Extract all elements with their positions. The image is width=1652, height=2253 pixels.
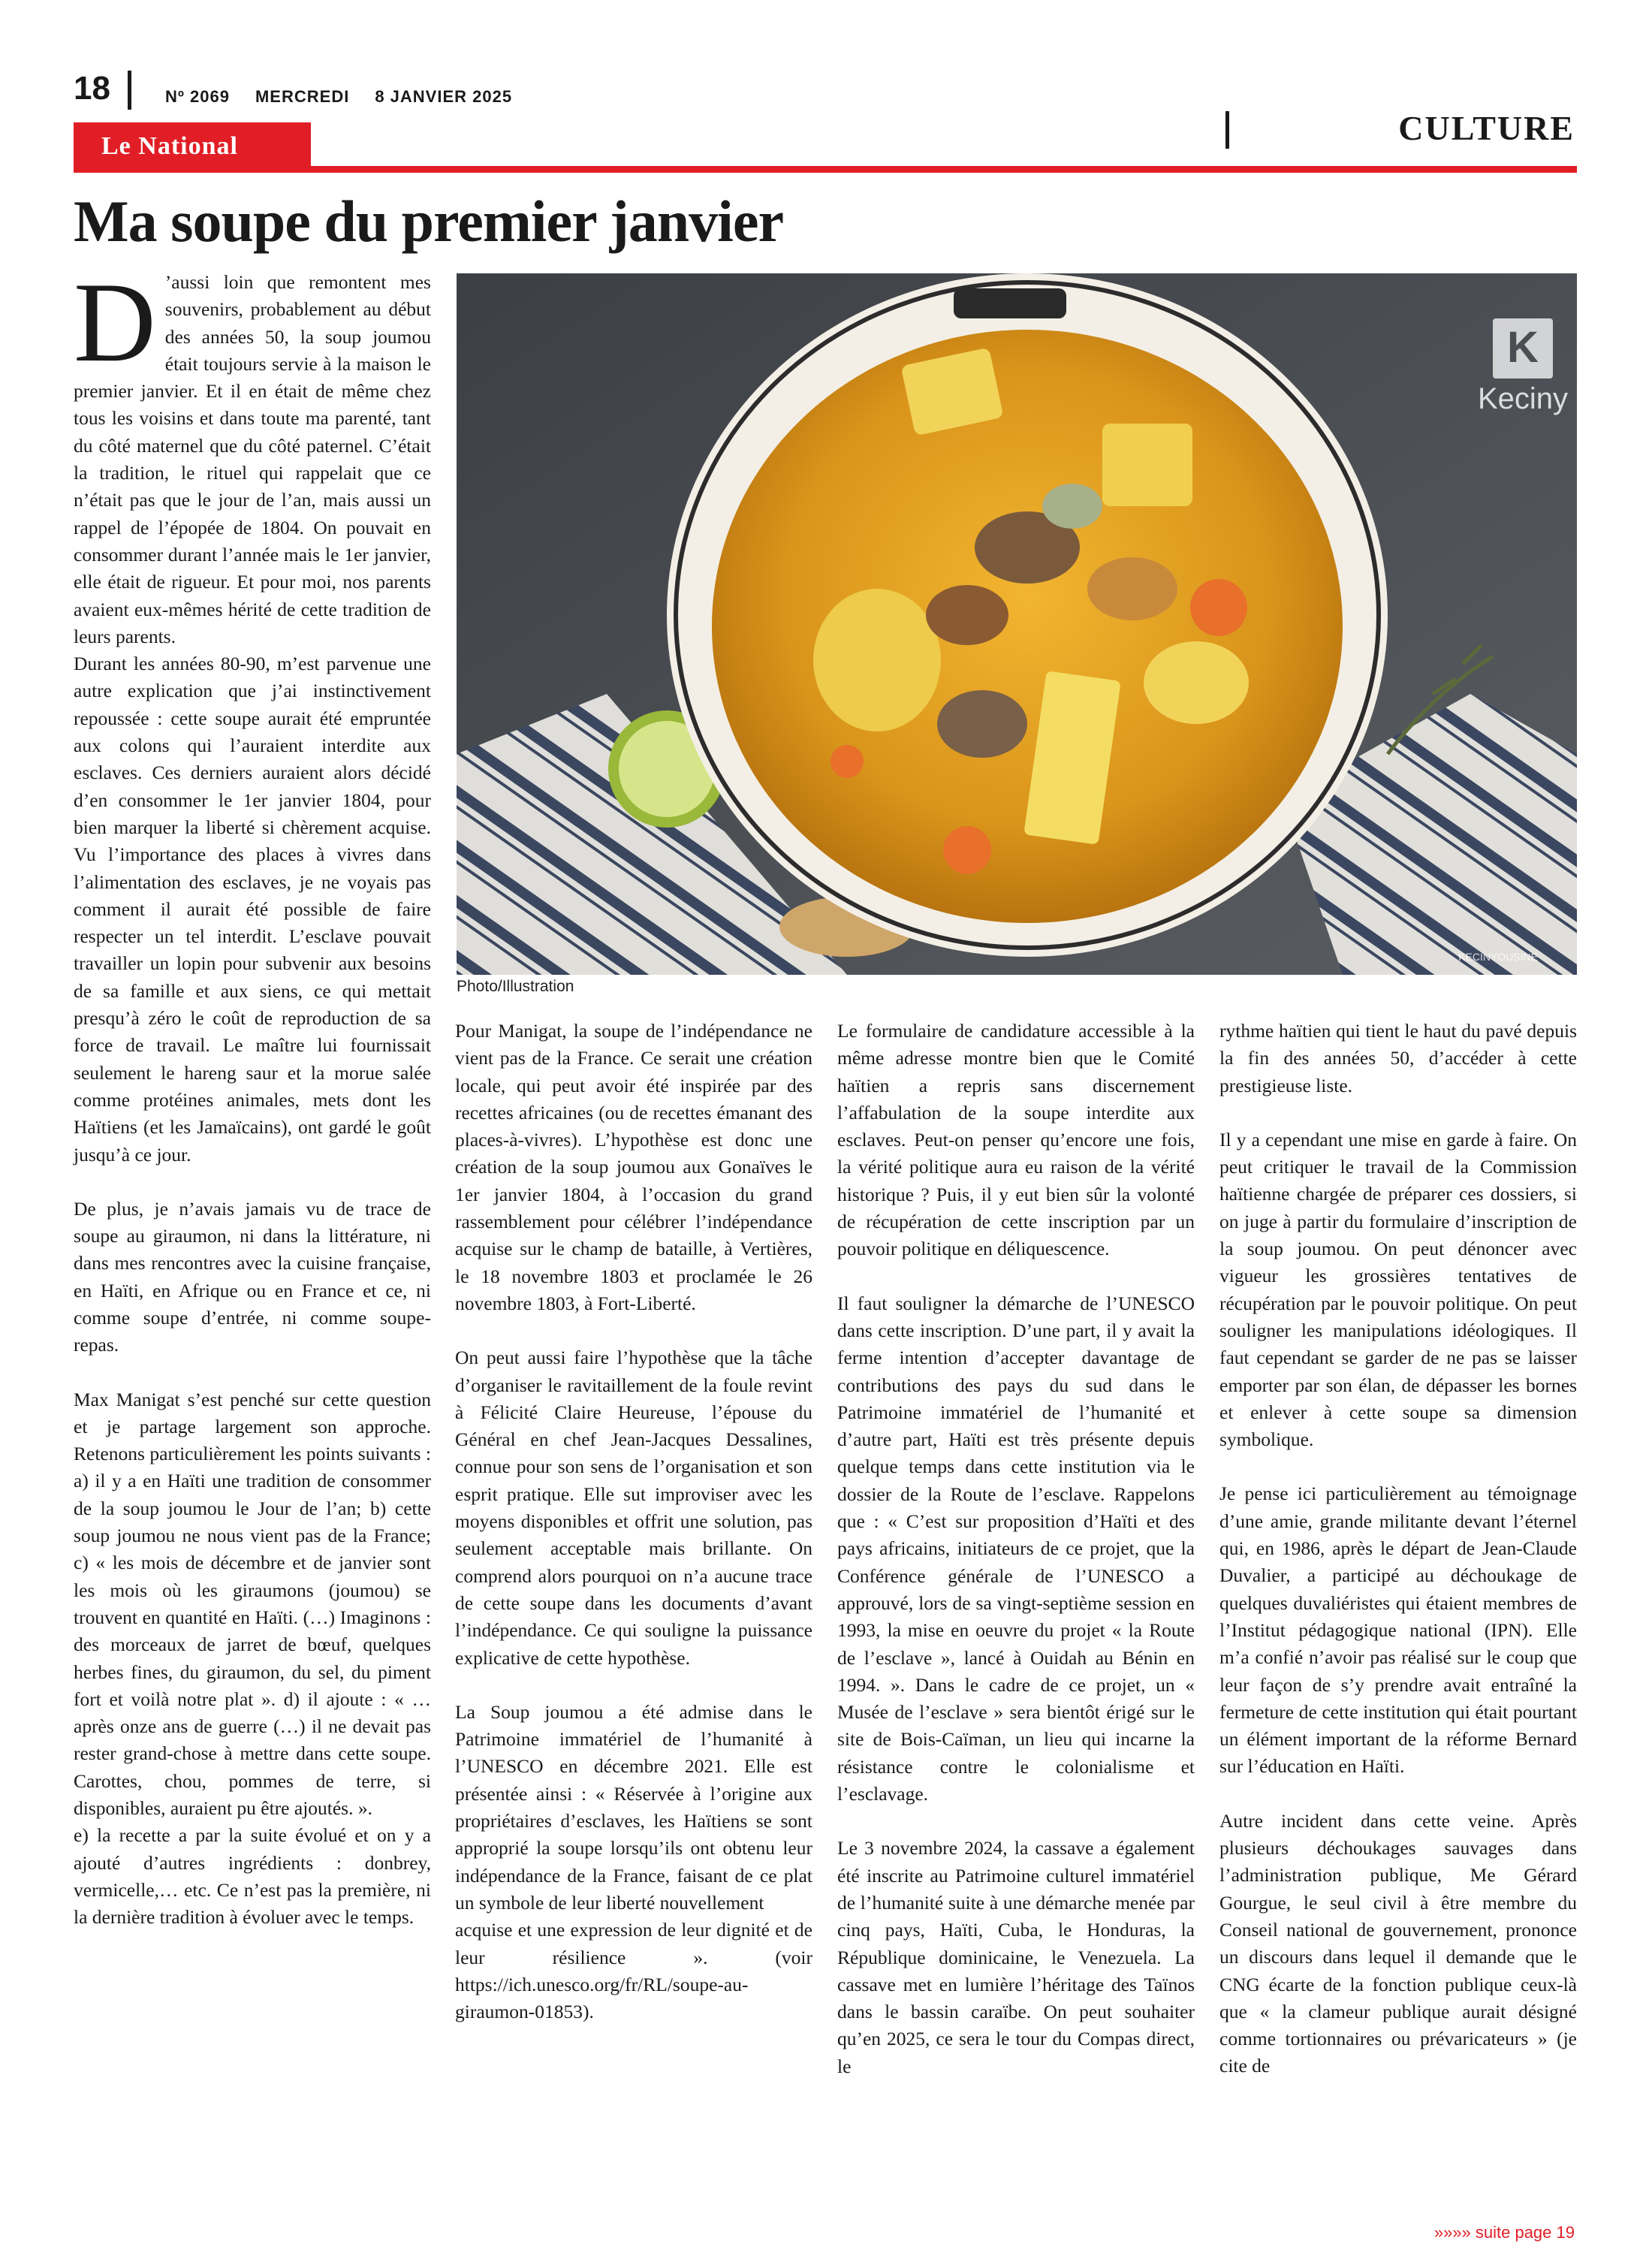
article-photo: [457, 273, 1577, 975]
issue-weekday: MERCREDI: [255, 87, 350, 106]
paragraph: Le formulaire de candidature accessible à la même adresse montre bien que le Comité haïtien a repris sans discernement l’affabulation de la soupe interdite aux esclaves. Peut-on penser qu’encore une fois, la vérité politique aura eu raison de la vérité historique ? Puis, il y eut bien sûr la volonté de récupération de cette inscription par un pouvoir politique en déliquescence.: [837, 1020, 1195, 1260]
paragraph: On peut aussi faire l’hypothèse que la tâche d’organiser le ravitaillement de la foule revint à Félicité Claire Heureuse, l’épouse du Général en chef Jean-Jacques Dessalines, connue pour son sens de l’organisation et son esprit pratique. Elle sut improviser avec les moyens disponibles et offrit une solution, pas seulement acceptable mais brillante. On comprend alors pourquoi on n’a aucune trace de cette soupe dans les documents d’avant l’indépendance. Ce qui souligne la puissance explicative de cette hypothèse.: [455, 1347, 812, 1669]
publication-name: Le National: [101, 132, 238, 160]
article-column-2: [455, 1018, 812, 2052]
paragraph: Max Manigat s’est penché sur cette question et je partage largement son approche. Retenons particulièrement les points suivants : a) il y a en Haïti une tradition de consommer de la soup joumou le Jour de l’an; b) cette soup joumou ne nous vient pas de la France; c) « les mois de décembre et de janvier sont les mois où les giraumons (joumou) se trouvent en quantité en Haïti. (…) Imaginons : des morceaux de jarret de bœuf, quelques herbes fines, du giraumon, du sel, du piment fort et voilà notre plat ». d) il ajoute : « …après onze ans de guerre (…) il ne devait pas rester grand-chose à mettre dans cette soupe. Carottes, chou, pommes de terre, si disponibles, auraient pu être ajoutés. ». e) la recette a par la suite évolué et on y a ajouté d’autres ingrédients : donbrey, vermicelle,… etc. Ce n’est pas la première, ni la dernière tradition à évoluer avec le temps.: [74, 1388, 431, 1929]
soup-bowl-illustration: [457, 273, 1577, 975]
header-rule: [74, 166, 1577, 173]
paragraph: [74, 259, 431, 1169]
paragraph: rythme haïtien qui tient le haut du pavé depuis la fin des années 50, d’accéder à cette prestigieuse liste.: [1219, 1020, 1577, 1096]
issue-number: Nº 2069: [165, 87, 230, 106]
photo-watermark: Keciny: [1477, 382, 1569, 415]
photo-caption: Photo/Illustration: [457, 978, 574, 995]
paragraph: Je pense ici particulièrement au témoignage d’une amie, grande militante devant l’éternel qui, en 1986, après le départ de Jean-Claude Duvalier, a participé au déchoukage de quelques duvaliéristes qui étaient membres de l’Institut pédagogique national (IPN). Elle m’a confié n’avoir pas réalisé sur le coup que leur façon de s’y prendre avait entraîné la fermeture de cette institution qui était pourtant un élément important de la réforme Bernard sur l’éducation en Haïti.: [1219, 1482, 1577, 1778]
svg-text:K: K: [1507, 323, 1539, 372]
paragraph: La Soup joumou a été admise dans le Patrimoine immatériel de l’humanité à l’UNESCO en décembre 2021. Elle est présentée ainsi : « Réservée à l’origine aux propriétaires d’esclaves, les Haïtiens se sont approprié la soupe lorsqu’ils ont obtenu leur indépendance de la France, faisant de ce plat un symbole de leur liberté nouvellement acquise et une expression de leur dignité et de leur résilience ». (voir https://ich.unesco.org/fr/RL/soupe-au-giraumon-01853).: [455, 1700, 812, 2023]
paragraph-text: ’aussi loin que remontent mes souvenirs, probablement au début des années 50, la soup joumou était toujours servie à la maison le premier janvier. Et il en était de même chez tous les voisins et dans toute ma parenté, tant du côté maternel que du côté paternel. C’était la tradition, le rituel qui rappelait que ce n’était pas que le jour de l’an, mais aussi un rappel de l’épopée de 1804. On pouvait en consommer durant l’année mais le 1er janvier, elle était de rigueur. Et pour moi, nos parents avaient eux-mêmes hérité de cette tradition de leurs parents. Durant les années 80-90, m’est parvenue une autre explication que j’ai instinctivement repoussée : cette soupe aurait été empruntée aux colons qui l’auraient interdite aux esclaves. Ces derniers auraient alors décidé d’en consommer le 1er janvier 1804, pour bien marquer la liberté si chèrement acquise. Vu l’importance des places à vivres dans l’alimentation des esclaves, je ne voyais pas comment il aurait été possible de faire respecter un tel interdit. L’esclave pouvait travailler un lopin pour subvenir aux besoins de sa famille et aux siens, ce qui mettait presqu’à zéro le coût de reproduction de sa force de travail. Le maître lui fournissait seulement le hareng saur et la morue salée comme protéines animales, mets dont les Haïtiens (et les Jamaïcains), ont gardé le goût jusqu’à ce jour.: [74, 271, 431, 1166]
section-label: CULTURE: [1398, 109, 1575, 147]
paragraph: Il y a cependant une mise en garde à faire. On peut critiquer le travail de la Commission haïtienne chargée de préparer ces dossiers, si on juge à partir du formulaire d’inscription de la soup joumou. On peut dénoncer avec vigueur les grossières tentatives de récupération par le pouvoir politique. On peut souligner les manipulations idéologiques. Il faut cependant se garder de ne pas se laisser emporter par son élan, de dépasser les bornes et enlever à cette soupe sa dimension symbolique.: [1219, 1128, 1577, 1451]
paragraph: Il faut souligner la démarche de l’UNESCO dans cette inscription. D’une part, il y avait la ferme intention d’accepter davantage de contributions des pays du sud dans le Patrimoine immatériel de l’humanité et d’autre part, Haïti est très présente depuis quelque temps dans cette institution via le dossier de la Route de l’esclave. Rappelons que : « C’est sur proposition d’Haïti et des pays africains, initiateurs de ce projet, que la Conférence générale de l’UNESCO a approuvé, lors de sa vingt-septième session en 1993, la mise en oeuvre du projet « la Route de l’esclave », lancé à Ouidah au Bénin en 1994. ». Dans le cadre de ce projet, un « Musée de l’esclave » sera bientôt érigé sur le site de Bois-Caïman, un lieu qui incarne la résistance contre le colonialisme et l’esclavage.: [837, 1292, 1195, 1805]
article-headline: Ma soupe du premier janvier: [74, 189, 784, 254]
photo-credit-text: KECINYOUSINE: [1458, 951, 1538, 963]
paragraph: Pour Manigat, la soupe de l’indépendance ne vient pas de la France. Ce serait une création locale, qui peut avoir été inspirée par des recettes africaines (ou de recettes émanant des places-à-vivres). L’hypothèse est donc une création de la soup joumou aux Gonaïves le 1er janvier 1804, à l’occasion du grand rassemblement pour célébrer l’indépendance acquise sur le champ de bataille, à Vertières, le 18 novembre 1803 et proclamée le 26 novembre 1803, à Fort-Liberté.: [455, 1020, 812, 1314]
paragraph: Le 3 novembre 2024, la cassave a également été inscrite au Patrimoine culturel immatériel de l’humanité suite à une démarche menée par cinq pays, Haïti, Cuba, le Honduras, la République dominicaine, le Venezuela. La cassave met en lumière l’héritage des Taïnos dans le bassin caraïbe. On peut souhaiter qu’en 2025, ce sera le tour du Compas direct, le: [837, 1837, 1195, 2077]
continued-link[interactable]: »»»» suite page 19: [1433, 2223, 1575, 2242]
issue-date: 8 JANVIER 2025: [375, 87, 513, 106]
article-column-4: [1219, 1018, 1577, 2107]
paragraph: De plus, je n’avais jamais vu de trace de soupe au giraumon, ni dans la littérature, ni dans mes rencontres avec la cuisine française, en Haïti, en Afrique ou en France et ce, ni comme soupe d’entrée, ni comme soupe-repas.: [74, 1197, 431, 1356]
section-divider: [1225, 111, 1229, 149]
dropcap: D: [74, 259, 156, 385]
paragraph: Autre incident dans cette veine. Après plusieurs déchoukages sauvages dans l’administration publique, Me Gérard Gourgue, le seul civil à être membre du Conseil national de gouvernement, prononce un discours dans lequel il demande que le CNG écarte de la fonction publique ceux-là que « la clameur publique aurait désigné comme tortionnaires ou prévaricateurs » (je cite de: [1219, 1809, 1577, 2077]
issue-line: [165, 87, 538, 107]
article-column-1: [74, 259, 431, 1959]
page-number: 18: [74, 70, 110, 107]
article-column-3: [837, 1018, 1195, 2107]
page-number-divider: [128, 71, 131, 110]
